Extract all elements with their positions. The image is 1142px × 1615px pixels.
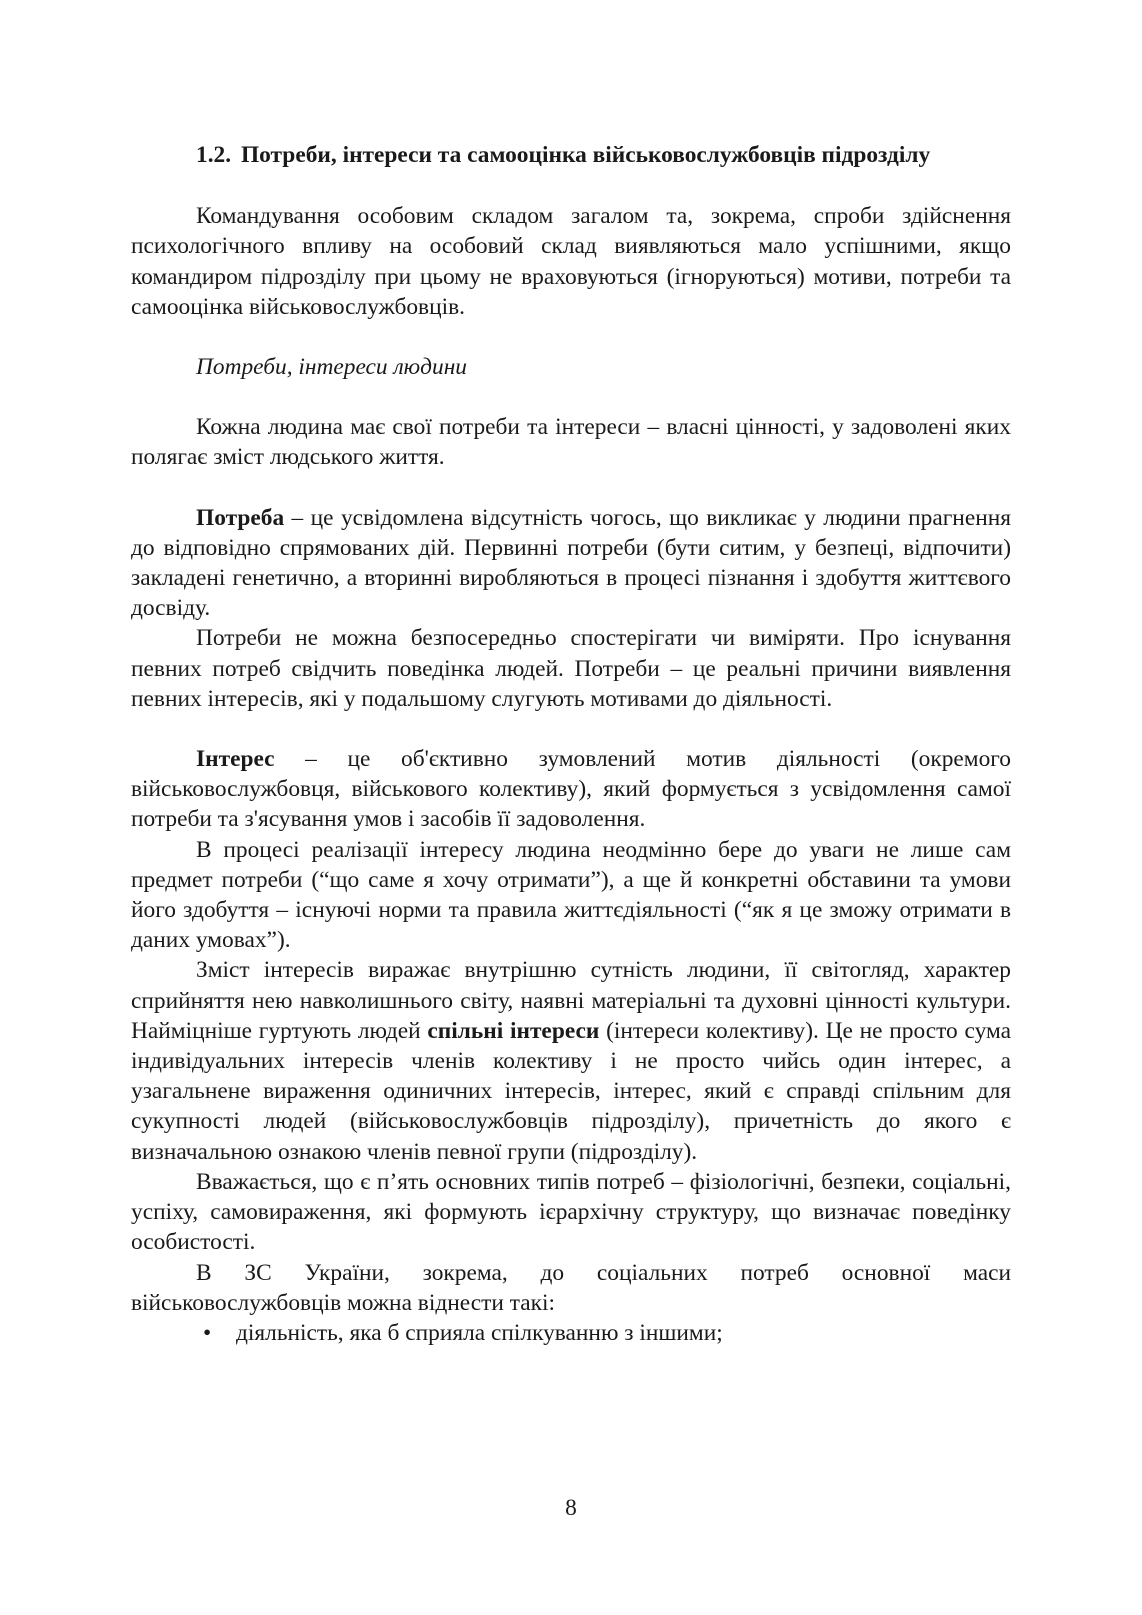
five-types-paragraph: Вважається, що є п’ять основних типів потреб – фізіологічні, безпеки, соціальні, успіху, самовираження, які формують ієрархічну структуру, що визначає поведінку особистості. [131, 1168, 1011, 1256]
list-item [131, 1318, 1011, 1348]
values-paragraph: Кожна людина має свої потреби та інтереси – власні цінності, у задоволені яких полягає зміст людського життя. [131, 414, 1011, 471]
interest-process-paragraph: В процесі реалізації інтересу людина неодмінно бере до уваги не лише сам предмет потреби (“що саме я хочу отримати”), а ще й конкретні обставини та умови його здобуття – існуючі норми та правила життєдіяльності (“як я це зможу отримати в даних умовах”). [131, 836, 1011, 954]
section-number: 1.2. [196, 142, 232, 168]
common-interests-term: спільні інтереси [427, 1017, 600, 1044]
need-term: Потреба [196, 504, 285, 531]
interest-definition-text: – це об'єктивно зумовлений мотив діяльності (окремого військовослужбовця, військового колективу), який формується з усвідомлення самої потреби та з'ясування умов і засобів її задоволення. [131, 746, 1011, 833]
intro-paragraph: Командування особовим складом загалом та, зокрема, спроби здійснення психологічного впливу на особовий склад виявляються мало успішними, якщо командиром підрозділу при цьому не враховуються (ігноруються) мотиви, потреби та самооцінка військовослужбовців. [131, 203, 1011, 320]
interest-term: Інтерес [196, 746, 275, 773]
need-observe-paragraph: Потреби не можна безпосередньо спостерігати чи виміряти. Про існування певних потреб свідчить поведінка людей. Потреби – це реальні причини виявлення певних інтересів, які у подальшому слугують мотивами до діяльності. [131, 625, 1011, 712]
interest-definition-paragraph [131, 744, 1011, 835]
interest-content-paragraph [131, 955, 1011, 1166]
section-title: Потреби, інтереси та самооцінка військовослужбовців підрозділу [240, 142, 931, 168]
section-heading [131, 140, 1011, 170]
zsu-needs-paragraph: В ЗС України, зокрема, до соціальних потреб основної маси військовослужбовців можна віднести такі: [131, 1259, 1011, 1316]
interest-content-before: Зміст інтересів виражає внутрішню сутність людини, її світогляд, характер сприйняття нею навколишнього світу, наявні матеріальні та духовні цінності культури. Найміцніше гуртують людей [131, 957, 1011, 1044]
need-definition-paragraph [131, 503, 1011, 624]
document-page [131, 140, 1011, 1348]
social-needs-list [131, 1318, 1011, 1348]
need-definition-text: – це усвідомлена відсутність чогось, що викликає у людини прагнення до відповідно спрямованих дій. Первинні потреби (бути ситим, у безпеці, відпочити) закладені генетично, а вторинні виробляються в процесі пізнання і здобуття життєвого досвіду. [131, 504, 1011, 622]
bullet-icon: • [203, 1319, 212, 1346]
subheading: Потреби, інтереси людини [196, 354, 467, 381]
page-number: 8 [565, 1495, 577, 1521]
interest-content-after: (інтереси колективу). Це не просто сума індивідуальних інтересів членів колективу і не просто чийсь один інтерес, а узагальнене вираження одиничних інтересів, інтерес, який є справді спільним для сукупності людей (військовослужбовців підрозділу), причетність до якого є визначальною ознакою членів певної групи (підрозділу). [131, 1017, 1011, 1165]
list-item-text: діяльність, яка б сприяла спілкуванню з іншими; [236, 1319, 723, 1346]
